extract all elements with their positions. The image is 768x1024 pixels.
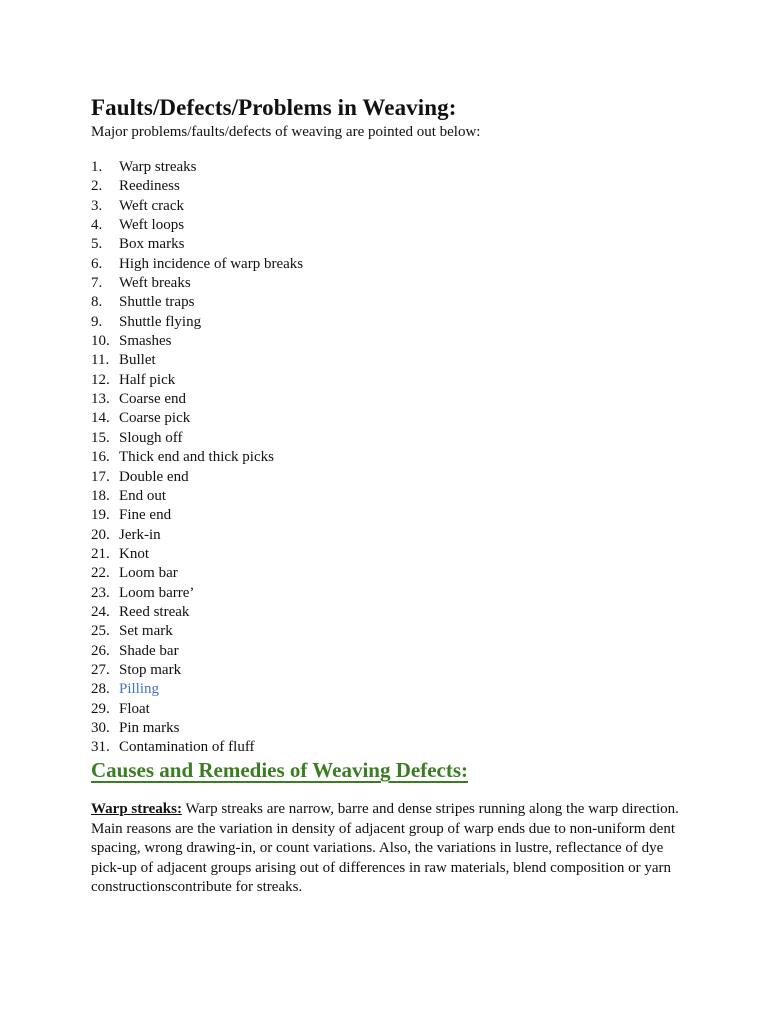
list-item — [91, 293, 303, 312]
list-item-label: Shuttle traps — [119, 294, 195, 311]
list-item-number: 28. — [91, 681, 110, 698]
list-item — [91, 274, 303, 293]
warp-streaks-paragraph — [91, 800, 691, 898]
list-item-label: Thick end and thick picks — [119, 449, 274, 466]
list-item-label: Smashes — [119, 333, 172, 350]
list-item-number: 1. — [91, 159, 103, 175]
list-item — [91, 216, 303, 235]
list-item-number: 22. — [91, 565, 110, 582]
list-item — [91, 526, 303, 545]
list-item-number: 26. — [91, 642, 110, 659]
list-item — [91, 622, 303, 641]
section-heading: Causes and Remedies of Weaving Defects: — [91, 758, 468, 782]
list-item-number: 25. — [91, 623, 110, 640]
list-item — [91, 738, 303, 757]
list-item-label: Fine end — [119, 507, 172, 524]
list-item-label: Slough off — [119, 429, 183, 446]
list-item-label: Reed streak — [119, 603, 190, 620]
paragraph-body: Warp streaks are narrow, barre and dense stripes running along the warp direction. Main reasons are the variation in density of adjacent group of warp ends due to non-uniform dent spacing, wrong drawing-in, or count variations. Also, the variations in lustre, reflectance of dye pick-up of adjacent groups arising out of differences in raw materials, blend composition or yarn constructionscontribute for streaks. — [91, 801, 679, 895]
list-item-number: 29. — [91, 700, 110, 717]
list-item-label: Shuttle flying — [119, 313, 202, 330]
list-item-label: Stop mark — [119, 661, 182, 678]
list-item — [91, 235, 303, 254]
list-item-label: Shade bar — [119, 642, 179, 659]
list-item — [91, 351, 303, 370]
list-item — [91, 719, 303, 738]
list-item — [91, 564, 303, 583]
list-item-number: 19. — [91, 507, 110, 524]
list-item — [91, 409, 303, 428]
list-item-label: Knot — [119, 545, 149, 562]
list-item-number: 13. — [91, 391, 110, 408]
list-item-number: 14. — [91, 410, 110, 427]
list-item-number: 9. — [91, 313, 103, 330]
list-item — [91, 197, 303, 216]
list-item-label: Warp streaks — [119, 159, 197, 175]
list-item — [91, 429, 303, 448]
list-item — [91, 255, 303, 274]
list-item-number: 30. — [91, 719, 110, 736]
list-item — [91, 700, 303, 719]
list-item-number: 3. — [91, 197, 103, 214]
list-item — [91, 390, 303, 409]
pilling-link[interactable]: Pilling — [119, 681, 160, 698]
list-item-number: 27. — [91, 661, 110, 678]
list-item — [91, 371, 303, 390]
list-item — [91, 332, 303, 351]
list-item — [91, 468, 303, 487]
intro-text: Major problems/faults/defects of weaving are pointed out below: — [91, 124, 481, 140]
list-item-label: Double end — [119, 468, 189, 485]
list-item-label: Reediness — [119, 178, 180, 195]
list-item-label: High incidence of warp breaks — [119, 255, 304, 272]
list-item — [91, 448, 303, 467]
list-item-label: Weft loops — [119, 217, 185, 234]
list-item — [91, 487, 303, 506]
fault-list — [91, 158, 303, 758]
list-item-label: Half pick — [119, 371, 176, 388]
list-item-number: 16. — [91, 449, 110, 466]
list-item-number: 2. — [91, 178, 103, 195]
list-item-number: 17. — [91, 468, 110, 485]
list-item — [91, 177, 303, 196]
list-item-number: 12. — [91, 371, 110, 388]
list-item-label: Loom barre’ — [119, 584, 195, 601]
list-item-number: 7. — [91, 275, 103, 292]
list-item — [91, 680, 303, 699]
list-item — [91, 545, 303, 564]
list-item-number: 10. — [91, 333, 110, 350]
list-item-label: End out — [119, 487, 167, 504]
list-item-number: 11. — [91, 352, 110, 369]
list-item — [91, 603, 303, 622]
list-item — [91, 158, 303, 177]
paragraph-term: Warp streaks: — [91, 801, 182, 817]
list-item-label: Contamination of fluff — [119, 739, 255, 756]
list-item-label: Coarse pick — [119, 410, 191, 427]
page-title: Faults/Defects/Problems in Weaving: — [91, 95, 457, 120]
list-item-label: Coarse end — [119, 391, 187, 408]
list-item-number: 20. — [91, 526, 110, 543]
list-item-label: Bullet — [119, 352, 156, 369]
list-item-number: 18. — [91, 487, 110, 504]
list-item — [91, 584, 303, 603]
list-item-label: Float — [119, 700, 150, 717]
list-item — [91, 642, 303, 661]
list-item-label: Set mark — [119, 623, 173, 640]
list-item-number: 8. — [91, 294, 103, 311]
list-item-label: Weft breaks — [119, 275, 191, 292]
list-item — [91, 506, 303, 525]
list-item-number: 6. — [91, 255, 103, 272]
list-item — [91, 661, 303, 680]
list-item-number: 5. — [91, 236, 103, 253]
list-item-label: Box marks — [119, 236, 185, 253]
list-item-number: 15. — [91, 429, 110, 446]
list-item-number: 23. — [91, 584, 110, 601]
list-item-label: Loom bar — [119, 565, 178, 582]
list-item-number: 31. — [91, 739, 110, 756]
list-item-number: 24. — [91, 603, 110, 620]
list-item-number: 21. — [91, 545, 110, 562]
list-item — [91, 313, 303, 332]
list-item-label: Weft crack — [119, 197, 184, 214]
list-item-label: Jerk-in — [119, 526, 161, 543]
list-item-label: Pin marks — [119, 719, 180, 736]
list-item-number: 4. — [91, 217, 103, 234]
